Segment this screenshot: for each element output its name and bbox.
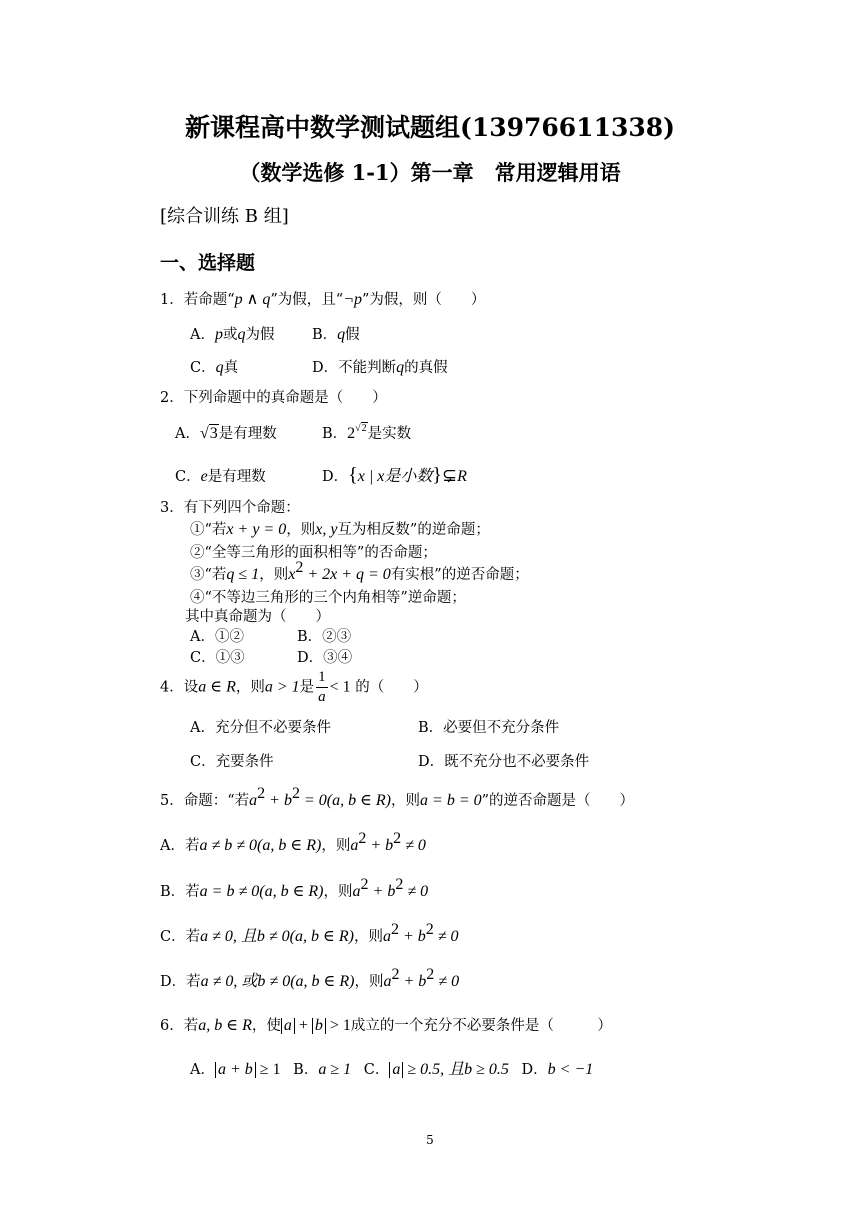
q6-c-abs: a [389,1062,403,1078]
q6-a-math: ≥ 1 [255,1061,281,1078]
q1-math-not-p: ¬p [343,291,362,308]
option-label: D． [322,469,349,485]
q5-a-then: ，则 [321,838,351,854]
q2-b-exponent: √2 [355,423,367,434]
q5-c-concl-sup1: 2 [390,921,399,938]
q6-option-a-label: A． [190,1062,215,1078]
q5-math-1sup2: 2 [291,785,300,802]
q5-math-1c: = 0(a, b ∈ R) [299,792,392,809]
q5-a-concl-c: ≠ 0 [401,837,426,854]
q5-c-concl-b: + b [398,928,426,945]
q6-c-math: ≥ 0.5, 且b ≥ 0.5 [403,1061,509,1078]
q5-math-1a: a [249,792,258,809]
q6-d-math: b < −1 [547,1061,594,1078]
q1-a-text-1: 或 [222,327,238,343]
q2-d-relation: ⊊ [441,465,458,485]
q2-d-math-r: R [457,468,467,485]
q2-b-text: 是实数 [367,426,412,442]
q5-option-a [160,830,426,856]
q5-d-concl-sup2: 2 [426,966,435,983]
q5-b-then: ，则 [323,884,353,900]
q5-b-concl-b: + b [368,883,396,900]
option-label: B． [322,426,348,442]
q5-c-concl-a: a [382,928,391,945]
q2-d-brace-right: } [432,464,442,486]
q1-c-math-q: q [215,359,224,376]
q6-a-abs: a + b [215,1062,256,1078]
q5-c-concl-sup2: 2 [425,921,434,938]
q5-a-concl-a: a [350,837,359,854]
q4-option-c: C．充要条件 [190,754,274,770]
q4-math-3: < 1 [329,678,351,696]
q3-option-d: D．③④ [297,650,353,666]
q6-text-b: ，使 [251,1018,281,1034]
q3-i3-text-b: ，则 [259,567,289,583]
q4-text-a: 4．设 [160,679,199,696]
q5-a-concl-sup1: 2 [358,830,367,847]
q4-text-b: ，则 [235,679,265,696]
q2-option-a [175,424,277,444]
q4-frac-denominator: a [318,689,326,705]
q5-b-concl-sup1: 2 [360,876,369,893]
q5-d-concl-a: a [383,973,392,990]
q3-i1-math-1: x + y = 0 [226,521,287,538]
q3-i1-text-b: ，则 [286,522,316,538]
q2-a-radicand: 3 [209,425,218,442]
option-label: A．若 [160,838,200,854]
option-label: B． [312,327,338,343]
q1-a-text-2: 为假 [245,327,275,343]
option-label: A． [175,426,200,442]
q2-c-math-e: e [200,468,208,485]
option-label: C．若 [160,929,201,945]
group-label: [综合训练 B 组] [160,206,289,227]
question-1-stem [160,290,485,310]
q2-option-b [322,424,411,444]
q4-option-a: A．充分但不必要条件 [190,720,331,736]
q5-a-concl-b: + b [366,837,394,854]
q4-option-b: B．必要但不充分条件 [418,720,560,736]
q6-b-math: a ≥ 1 [318,1061,352,1078]
q2-option-c [175,467,266,487]
q5-b-concl-c: ≠ 0 [403,883,429,900]
question-6-stem [160,1016,612,1036]
q3-option-a: A．①② [190,629,244,645]
q2-d-set-content: x | x是小数 [357,468,433,485]
q5-d-math: a ≠ 0, 或b ≠ 0(a, b ∈ R) [200,973,355,990]
q6-option-d-label: D． [521,1062,548,1078]
q4-math-1: a ∈ R [198,678,236,696]
q1-math-p-and-q: p ∧ q [234,291,271,308]
q1-option-b [312,325,360,345]
q1-text-b: ”为假，且“ [270,292,344,308]
q3-i3-math-2a: x [288,566,296,583]
q5-c-then: ，则 [353,929,383,945]
q5-d-then: ，则 [354,974,384,990]
q2-b-base: 2 [347,425,356,442]
q6-options [190,1060,593,1080]
q2-option-d [322,465,467,487]
q5-c-concl-c: ≠ 0 [433,928,459,945]
q3-option-b: B．②③ [297,629,352,645]
q6-option-c-label: C． [363,1062,390,1078]
q2-a-text: 是有理数 [218,426,277,442]
q1-b-text: 假 [345,327,360,343]
option-label: A． [190,327,215,343]
q5-option-b [160,876,429,902]
q3-i1-text-c: 互为相反数”的逆命题； [337,522,490,538]
q1-d-text-2: 的真假 [404,360,448,376]
q6-abs-a: a [281,1018,295,1034]
q5-option-d [160,966,460,992]
q1-option-a [190,325,274,345]
document-subtitle: （数学选修 1-1）第一章 常用逻辑用语 [239,160,621,185]
q5-b-concl-a: a [352,883,361,900]
q3-option-c: C．①③ [190,650,245,666]
q3-i3-text-c: 有实根”的逆否命题； [390,567,529,583]
q5-text-c: ”的逆否命题是（ ） [481,793,635,809]
q3-item-3 [190,559,529,585]
q5-math-1sup1: 2 [257,785,266,802]
q3-item-1 [190,520,490,540]
q5-d-concl-b: + b [399,973,427,990]
section-heading: 一、选择题 [160,252,256,274]
q1-d-math-q: q [396,359,405,376]
q4-option-d: D．既不充分也不必要条件 [418,754,590,770]
q6-text-c: 成立的一个充分不必要条件是（ ） [350,1018,612,1034]
q3-i3-math-1: q ≤ 1 [226,566,260,583]
q5-a-math: a ≠ b ≠ 0(a, b ∈ R) [199,837,322,854]
q3-item-2: ②“全等三角形的面积相等”的否命题； [190,545,437,561]
q5-math-2: a = b = 0 [420,792,482,809]
q6-abs-b: b [312,1018,326,1034]
q5-d-concl-c: ≠ 0 [434,973,460,990]
question-3-stem: 3．有下列四个命题： [160,500,300,516]
q1-option-c [190,358,238,378]
q4-text-d: 的（ ） [350,679,428,696]
q3-i3-math-2sup: 2 [295,559,304,576]
q3-i1-math-2: x, y [315,521,338,538]
q3-i1-text-a: ①“若 [190,522,227,538]
q6-math-1: a, b ∈ R [198,1017,252,1034]
q1-b-math-q: q [337,326,346,343]
q4-math-2: a > 1 [264,678,300,696]
option-label: C． [190,360,216,376]
q5-b-math: a = b ≠ 0(a, b ∈ R) [199,883,324,900]
question-4-stem [160,668,428,707]
q6-math-2: > 1 [325,1017,351,1034]
q5-text-a: 5．命题：“若 [160,793,250,809]
option-label: D． [312,360,339,376]
q5-option-c [160,921,459,947]
q4-fraction [316,668,328,707]
question-5-stem [160,785,635,811]
q2-d-brace-left: { [348,464,358,486]
q5-b-concl-sup2: 2 [395,876,404,893]
q3-item-4: ④“不等边三角形的三个内角相等”逆命题； [190,590,466,606]
q2-c-text: 是有理数 [207,469,266,485]
q5-math-1b: + b [265,792,292,809]
q1-text-c: ”为假，则（ ） [361,292,486,308]
q5-text-b: ，则 [391,793,421,809]
q1-text-a: 1．若命题“ [160,292,235,308]
q4-frac-numerator: 1 [316,668,328,688]
option-label: B．若 [160,884,200,900]
q3-i3-text-a: ③“若 [190,567,227,583]
document-title: 新课程高中数学测试题组(13976611338) [184,113,675,142]
q1-option-d [312,358,448,378]
q1-d-text-1: 不能判断 [338,360,397,376]
q2-b-exp-radicand: 2 [361,423,367,434]
q2-a-sqrt: √3 [199,425,218,442]
q1-c-text: 真 [223,360,239,376]
question-2-stem: 2．下列命题中的真命题是（ ） [160,390,387,406]
q6-text-a: 6．若 [160,1018,199,1034]
q3-i3-math-2b: + 2x + q = 0 [303,566,391,583]
q6-option-b-label: B． [293,1062,319,1078]
q5-a-concl-sup2: 2 [393,830,402,847]
option-label: C． [175,469,201,485]
q6-plus: + [294,1017,312,1034]
q1-a-math-q: q [237,326,246,343]
q4-text-c: 是 [299,679,315,696]
option-label: D．若 [160,974,201,990]
q1-a-math-p: p [214,326,223,343]
q3-ask: 其中真命题为（ ） [185,609,330,625]
page-number: 5 [426,1133,434,1147]
q5-d-concl-sup1: 2 [391,966,400,983]
q5-c-math: a ≠ 0, 且b ≠ 0(a, b ∈ R) [200,928,354,945]
